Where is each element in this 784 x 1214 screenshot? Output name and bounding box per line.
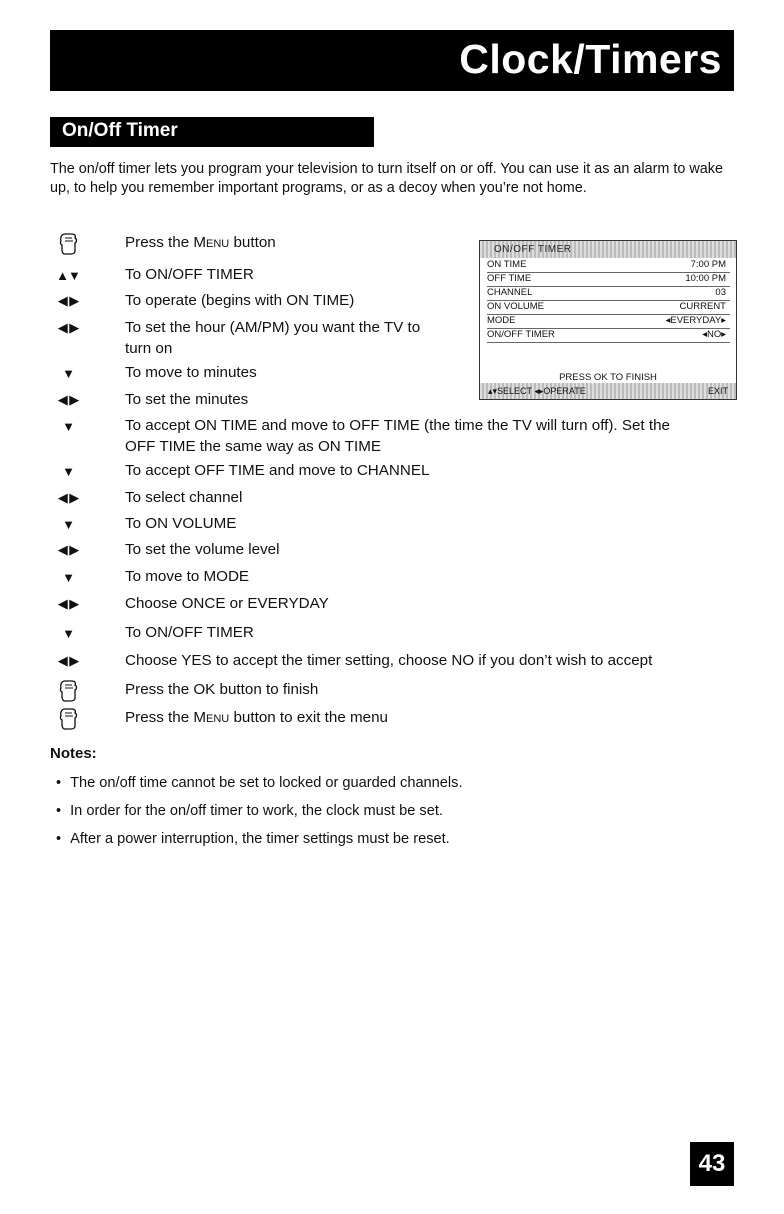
step-text: To ON/OFF TIMER — [125, 624, 254, 641]
step-text: To move to MODE — [125, 568, 250, 585]
note-item: • After a power interruption, the timer settings must be reset. — [56, 829, 450, 849]
step-row — [0, 460, 784, 484]
tv-footer-left: ▴▾SELECT ◂▸OPERATE — [488, 386, 586, 396]
tv-menu-row — [487, 259, 730, 273]
remote-hand-icon — [50, 679, 86, 701]
tv-row-value: ◂NO▸ — [702, 329, 726, 340]
section-bar — [50, 117, 374, 147]
left-right-arrow-icon: ◀ ▶ — [57, 542, 79, 557]
tv-row-label: ON/OFF TIMER — [487, 329, 555, 340]
step-text: Press the Menu button — [125, 234, 276, 251]
left-right-arrow-icon: ◀ ▶ — [57, 596, 79, 611]
tv-footer-right: EXIT — [707, 386, 728, 396]
step-text: To ON VOLUME — [125, 515, 237, 532]
step-text: To accept OFF TIME and move to CHANNEL — [125, 462, 430, 479]
step-text: To accept ON TIME and move to OFF TIME (the time the TV will turn off). Set the OFF TIME the same way as ON TIME — [125, 417, 670, 455]
step-text: Choose ONCE or EVERYDAY — [125, 595, 329, 612]
remote-hand-icon — [50, 232, 86, 254]
tv-row-label: OFF TIME — [487, 273, 532, 284]
down-arrow-icon: ▼ — [62, 625, 74, 641]
left-right-arrow-icon: ◀ ▶ — [57, 293, 79, 308]
header-bar — [50, 30, 734, 91]
left-right-arrow-icon: ◀ ▶ — [57, 392, 79, 407]
tv-row-value: 03 — [715, 287, 726, 298]
tv-menu-row — [487, 329, 730, 343]
step-row — [0, 487, 784, 511]
down-arrow-icon: ▼ — [62, 365, 74, 381]
tv-menu-row — [487, 287, 730, 301]
down-arrow-icon: ▼ — [62, 418, 74, 434]
left-right-arrow-icon: ◀ ▶ — [57, 490, 79, 505]
down-arrow-icon: ▼ — [62, 569, 74, 585]
note-item: • The on/off time cannot be set to locked or guarded channels. — [56, 773, 463, 793]
tv-row-value: CURRENT — [679, 301, 726, 312]
step-text: To set the minutes — [125, 391, 249, 408]
step-text: To set the hour (AM/PM) you want the TV to turn on — [125, 319, 421, 357]
step-row — [0, 415, 784, 455]
page-title: Clock/Timers — [459, 36, 722, 82]
step-row — [0, 513, 784, 537]
step-text: To ON/OFF TIMER — [125, 266, 254, 283]
step-row — [0, 707, 784, 731]
step-text: Press the Menu button to exit the menu — [125, 709, 388, 726]
tv-menu-title: ON/OFF TIMER — [494, 244, 572, 255]
down-arrow-icon: ▼ — [62, 516, 74, 532]
section-title: On/Off Timer — [62, 120, 178, 141]
tv-menu-row — [487, 301, 730, 315]
step-row — [0, 679, 784, 703]
step-text: To operate (begins with ON TIME) — [125, 292, 355, 309]
step-text: Press the OK button to finish — [125, 681, 319, 698]
tv-row-value: 7:00 PM — [690, 259, 726, 270]
tv-row-value: 10:00 PM — [685, 273, 726, 284]
left-right-arrow-icon: ◀ ▶ — [57, 653, 79, 668]
up-down-arrow-icon: ▲▼ — [56, 267, 80, 283]
step-text: Choose YES to accept the timer setting, choose NO if you don’t wish to accept — [125, 652, 653, 669]
step-text: To select channel — [125, 489, 243, 506]
step-row — [0, 622, 784, 646]
tv-menu-row — [487, 273, 730, 287]
down-arrow-icon: ▼ — [62, 463, 74, 479]
tv-menu-row — [487, 315, 730, 329]
tv-row-label: CHANNEL — [487, 287, 533, 298]
page-number: 43 — [690, 1142, 734, 1186]
step-row — [0, 650, 784, 674]
step-row — [0, 566, 784, 590]
tv-menu-header — [480, 241, 736, 258]
notes-title: Notes: — [50, 745, 97, 762]
remote-hand-icon — [50, 707, 86, 729]
step-row — [0, 539, 784, 563]
tv-menu-screen — [479, 240, 737, 400]
step-text: To set the volume level — [125, 541, 280, 558]
step-text: To move to minutes — [125, 364, 257, 381]
tv-menu-footer — [480, 383, 736, 399]
note-item: • In order for the on/off timer to work, the clock must be set. — [56, 801, 443, 821]
left-right-arrow-icon: ◀ ▶ — [57, 320, 79, 335]
tv-row-label: ON VOLUME — [487, 301, 545, 312]
step-row — [0, 593, 784, 617]
tv-row-value: ◂EVERYDAY▸ — [665, 315, 726, 326]
tv-row-label: MODE — [487, 315, 516, 326]
intro-paragraph: The on/off timer lets you program your television to turn itself on or off. You can use it as an alarm to wake up, to help you remember important programs, or as a decoy when you’re not home. — [50, 161, 723, 196]
tv-press-text: PRESS OK TO FINISH — [559, 372, 657, 383]
tv-row-label: ON TIME — [487, 259, 527, 270]
